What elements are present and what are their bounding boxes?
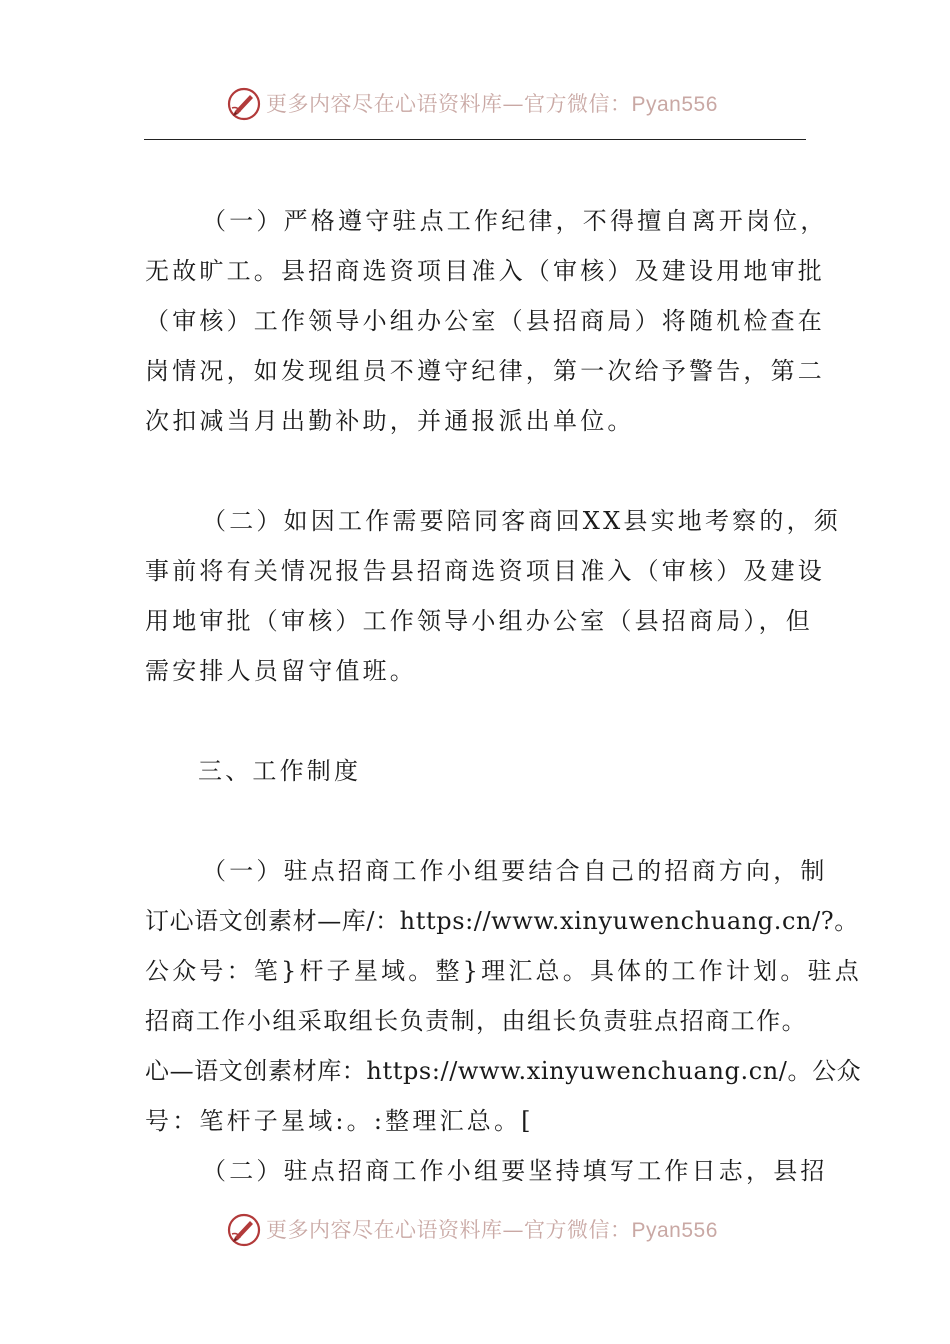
text-line: 需安排人员留守值班。 bbox=[145, 657, 417, 685]
text-line: （审核）工作领导小组办公室（县招商局）将随机检查在 bbox=[145, 307, 825, 335]
banner-text: 更多内容尽在心语资料库—官方微信： bbox=[266, 92, 632, 116]
promo-banner bbox=[266, 90, 718, 119]
heading-text: 三、工作制度 bbox=[198, 757, 362, 785]
text-line: （二）如因工作需要陪同客商回XX县实地考察的，须 bbox=[202, 507, 841, 535]
pen-logo-icon bbox=[226, 1212, 262, 1248]
paragraph-2 bbox=[145, 496, 841, 696]
pen-logo-icon bbox=[226, 86, 262, 122]
text-line: 无故旷工。县招商选资项目准入（审核）及建设用地审批 bbox=[145, 257, 825, 285]
paragraph-1 bbox=[145, 196, 828, 446]
paragraph-4 bbox=[145, 1146, 828, 1196]
page-footer bbox=[0, 1208, 950, 1252]
text-line: 次扣减当月出勤补助，并通报派出单位。 bbox=[145, 407, 635, 435]
text-line: 心—语文创素材库：https://www.xinyuwenchuang.cn/。公众 bbox=[145, 1057, 862, 1085]
text-line: 订心语文创素材—库/：https://www.xinyuwenchuang.cn/?。 bbox=[145, 907, 859, 935]
text-line: （二）驻点招商工作小组要坚持填写工作日志，县招 bbox=[202, 1157, 828, 1185]
text-line: （一）严格遵守驻点工作纪律，不得擅自离开岗位， bbox=[202, 207, 828, 235]
banner-text: 更多内容尽在心语资料库—官方微信： bbox=[266, 1218, 632, 1242]
text-line: 公众号：笔}杆子星域。整}理汇总。具体的工作计划。驻点 bbox=[145, 957, 862, 985]
wechat-id: Pyan556 bbox=[631, 1219, 718, 1242]
paragraph-3 bbox=[145, 846, 862, 1146]
header-divider bbox=[144, 139, 806, 140]
section-heading bbox=[145, 746, 807, 796]
page-header bbox=[0, 82, 950, 126]
text-line: 招商工作小组采取组长负责制，由组长负责驻点招商工作。 bbox=[145, 1007, 807, 1035]
document-body bbox=[145, 196, 862, 1196]
text-line: 岗情况，如发现组员不遵守纪律，第一次给予警告，第二 bbox=[145, 357, 825, 385]
text-line: （一）驻点招商工作小组要结合自己的招商方向，制 bbox=[202, 857, 828, 885]
promo-banner bbox=[266, 1216, 718, 1245]
wechat-id: Pyan556 bbox=[631, 93, 718, 116]
text-line: 事前将有关情况报告县招商选资项目准入（审核）及建设 bbox=[145, 557, 825, 585]
text-line: 用地审批（审核）工作领导小组办公室（县招商局），但 bbox=[145, 607, 813, 635]
text-line: 号：笔杆子星域:。:整理汇总。[ bbox=[145, 1107, 534, 1135]
